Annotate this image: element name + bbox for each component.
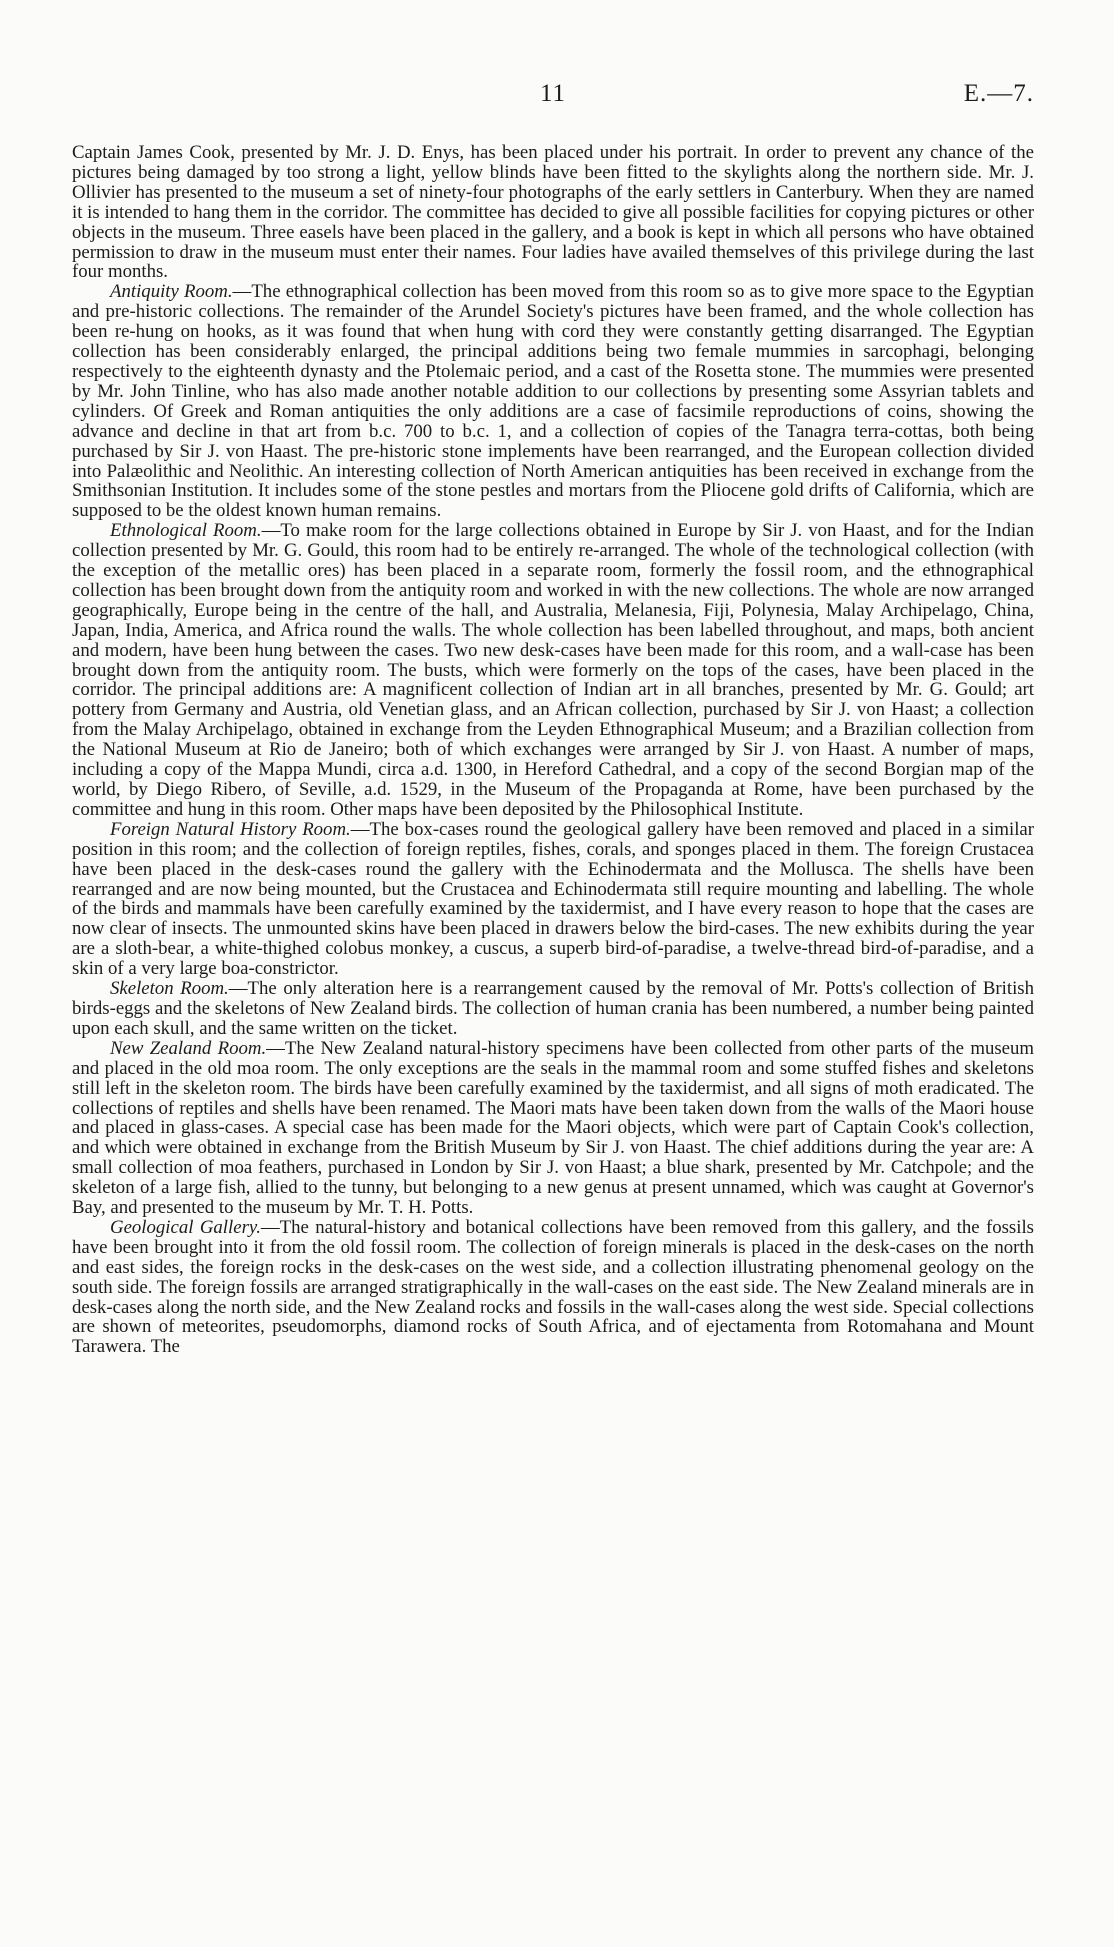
paragraph-text: —The only alteration here is a rearrangement caused by the removal of Mr. Potts's collection of British birds-eggs and the skeletons of New Zealand birds. The collection of human crania has been numbered, a number being painted upon each skull, and the same written on the ticket. [72, 978, 1034, 1039]
paragraph-text: —The natural-history and botanical collections have been removed from this gallery, and the fossils have been brought into it from the old fossil room. The collection of foreign minerals is placed in the desk-cases on the north and east sides, the foreign rocks in the desk-cases on the west side, and a collection illustrating phenomenal geology on the south side. The foreign fossils are arranged stratigraphically in the wall-cases on the east side. The New Zealand minerals are in desk-cases along the north side, and the New Zealand rocks and fossils in the wall-cases along the west side. Special collections are shown of meteorites, pseudomorphs, diamond rocks of South Africa, and of ejectamenta from Rotomahana and Mount Tarawera. The [72, 1216, 1034, 1358]
section-title: Antiquity Room. [110, 281, 233, 303]
paragraph-geological-gallery [72, 1218, 1034, 1357]
paragraph-ethnological-room [72, 521, 1034, 820]
paragraph-continuation [72, 143, 1034, 282]
paragraph-new-zealand-room [72, 1039, 1034, 1218]
paragraph-skeleton-room [72, 979, 1034, 1039]
paragraph-text: —The ethnographical collection has been moved from this room so as to give more space to the Egyptian and pre-historic collections. The remainder of the Arundel Society's pictures have been framed, and the whole collection has been re-hung on hooks, as it was found that when hung with cord they were constantly getting disarranged. The Egyptian collection has been considerably enlarged, the principal additions being two female mummies in sarcophagi, belonging respectively to the eighteenth dynasty and the Ptolemaic period, and a cast of the Rosetta stone. The mummies were presented by Mr. John Tinline, who has also made another notable addition to our collections by presenting some Assyrian tablets and cylinders. Of Greek and Roman antiquities the only additions are a case of facsimile reproductions of coins, showing the advance and decline in that art from b.c. 700 to b.c. 1, and a collection of copies of the Tanagra terra-cottas, both being purchased by Sir J. von Haast. The pre-historic stone implements have been rearranged, and the European collection divided into Palæolithic and Neolithic. An interesting collection of North American antiquities has been received in exchange from the Smithsonian Institution. It includes some of the stone pestles and mortars from the Pliocene gold drifts of California, which are supposed to be the oldest known human remains. [72, 281, 1034, 522]
section-title: Geological Gallery. [110, 1216, 261, 1238]
paragraph-text: —The New Zealand natural-history specimens have been collected from other parts of the museum and placed in the old moa room. The only exceptions are the seals in the mammal room and some stuffed fishes and skeletons still left in the skeleton room. The birds have been carefully examined by the taxidermist, and all signs of moth eradicated. The collections of reptiles and shells have been renamed. The Maori mats have been taken down from the walls of the Maori house and placed in glass-cases. A special case has been made for the Maori objects, which were part of Captain Cook's collection, and which were obtained in exchange from the British Museum by Sir J. von Haast. The chief additions during the year are: A small collection of moa feathers, purchased in London by Sir J. von Haast; a blue shark, presented by Mr. Catchpole; and the skeleton of a large fish, allied to the tunny, but belonging to a new genus at present unnamed, which was caught at Governor's Bay, and presented to the museum by Mr. T. H. Potts. [72, 1037, 1034, 1219]
paragraph-foreign-natural-history-room [72, 820, 1034, 979]
page-number: 11 [539, 80, 567, 107]
paragraph-text: —The box-cases round the geological gallery have been removed and placed in a similar position in this room; and the collection of foreign reptiles, fishes, corals, and sponges placed in them. The foreign Crustacea have been placed in the desk-cases round the gallery with the Echinodermata and the Mollusca. The shells have been rearranged and are now being mounted, but the Crustacea and Echinodermata still require mounting and labelling. The whole of the birds and mammals have been carefully examined by the taxidermist, and I have every reason to hope that the cases are now clear of insects. The unmounted skins have been placed in drawers below the bird-cases. The new exhibits during the year are a sloth-bear, a white-thighed colobus monkey, a cuscus, a superb bird-of-paradise, a twelve-thread bird-of-paradise, and a skin of a very large boa-constrictor. [72, 818, 1034, 980]
page-header [72, 80, 1034, 120]
paragraph-antiquity-room [72, 282, 1034, 521]
section-title: Skeleton Room. [110, 978, 229, 1000]
document-reference: E.—7. [963, 80, 1034, 107]
section-title: Foreign Natural History Room. [110, 818, 351, 840]
section-title: Ethnological Room. [110, 520, 262, 542]
paragraph-text: Captain James Cook, presented by Mr. J. D. Enys, has been placed under his portrait. In order to prevent any chance of the pictures being damaged by too strong a light, yellow blinds have been fitted to the skylights along the northern side. Mr. J. Ollivier has presented to the museum a set of ninety-four photographs of the early settlers in Canterbury. When they are named it is intended to hang them in the corridor. The committee has decided to give all possible facilities for copying pictures or other objects in the museum. Three easels have been placed in the gallery, and a book is kept in which all persons who have obtained permission to draw in the museum must enter their names. Four ladies have availed themselves of this privilege during the last four months. [72, 142, 1034, 283]
report-body [72, 143, 1034, 1357]
section-title: New Zealand Room. [110, 1037, 267, 1059]
paragraph-text: —To make room for the large collections obtained in Europe by Sir J. von Haast, and for the Indian collection presented by Mr. G. Gould, this room had to be entirely re-arranged. The whole of the technological collection (with the exception of the metallic ores) has been placed in a separate room, formerly the fossil room, and the ethnographical collection has been brought down from the antiquity room and worked in with the new collections. The whole are now arranged geographically, Europe being in the centre of the hall, and Australia, Melanesia, Fiji, Polynesia, Malay Archipelago, China, Japan, India, America, and Africa round the walls. The whole collection has been labelled throughout, and maps, both ancient and modern, have been hung between the cases. Two new desk-cases have been made for this room, and a wall-case has been brought down from the antiquity room. The busts, which were formerly on the tops of the cases, have been placed in the corridor. The principal additions are: A magnificent collection of Indian art in all branches, presented by Mr. G. Gould; art pottery from Germany and Austria, old Venetian glass, and an African collection, purchased by Sir J. von Haast; a collection from the Malay Archipelago, obtained in exchange from the Leyden Ethnographical Museum; and a Brazilian collection from the National Museum at Rio de Janeiro; both of which exchanges were arranged by Sir J. von Haast. A number of maps, including a copy of the Mappa Mundi, circa a.d. 1300, in Hereford Cathedral, and a copy of the second Borgian map of the world, by Diego Ribero, of Seville, a.d. 1529, in the Museum of the Propaganda at Rome, have been purchased by the committee and hung in this room. Other maps have been deposited by the Philosophical Institute. [72, 520, 1034, 820]
